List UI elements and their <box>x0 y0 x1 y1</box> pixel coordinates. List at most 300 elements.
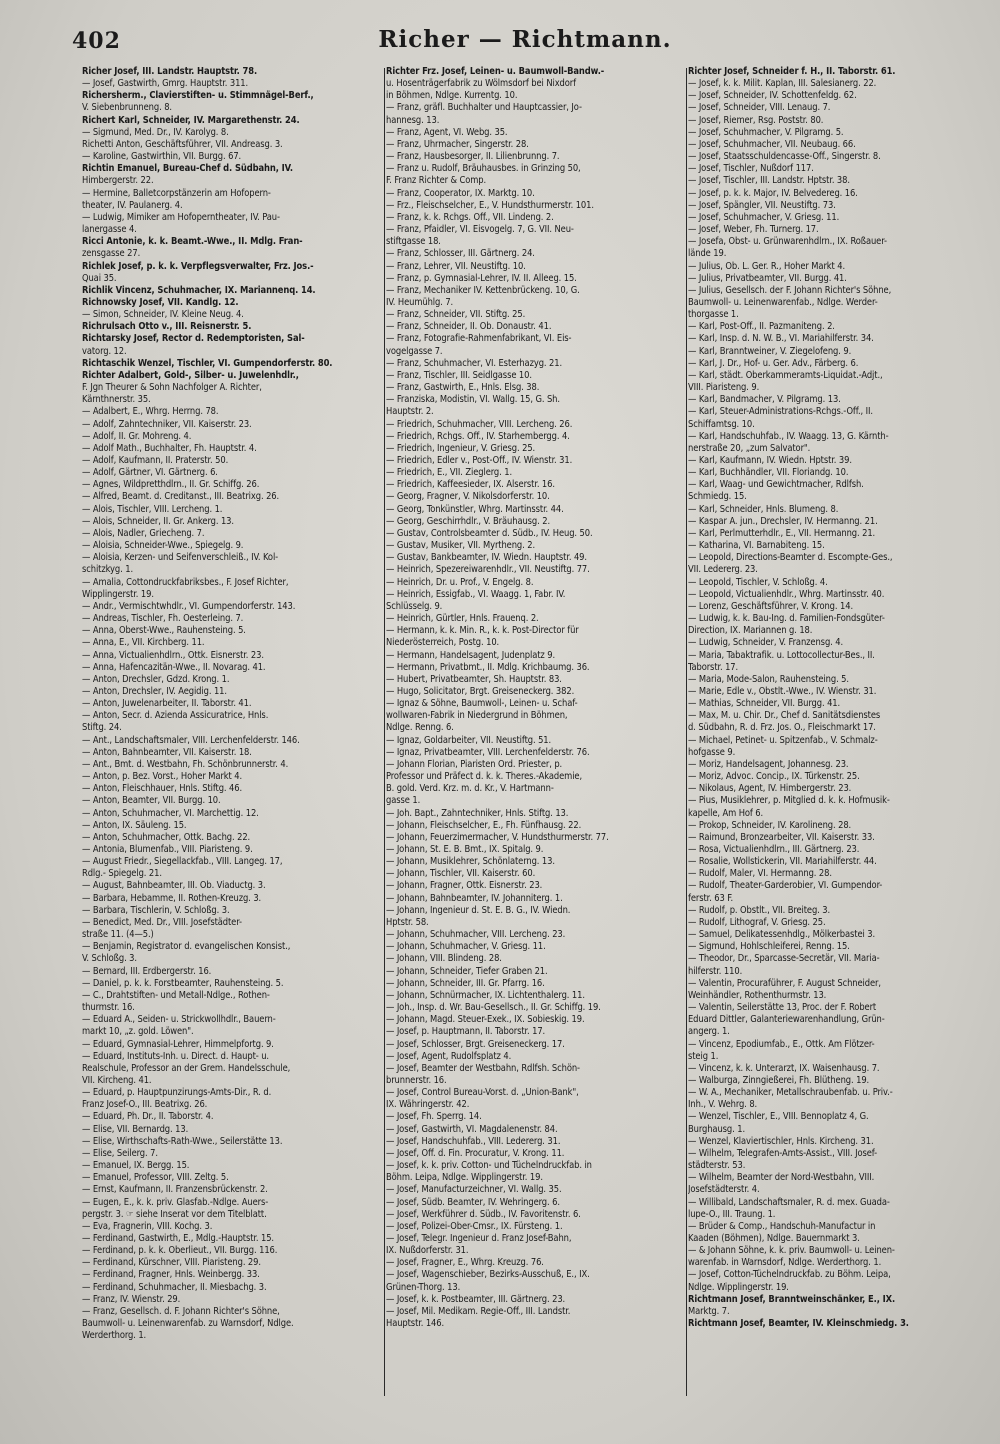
directory-entry: — Josef, Tischler, III. Landstr. Hptstr. 38. <box>688 175 850 187</box>
directory-entry: — Aloisia, Schneider-Wwe., Spiegelg. 9. <box>82 540 244 552</box>
directory-entry: — Marie, Edle v., Obstlt.-Wwe., IV. Wienstr. 31. <box>688 685 877 697</box>
directory-entry: — Franz, Tischler, III. Seidlgasse 10. <box>386 369 532 381</box>
directory-entry: angerg. 1. <box>688 1026 730 1038</box>
directory-entry: — C., Drahtstiften- und Metall-Ndlge., Rothen- <box>82 989 270 1001</box>
directory-entry: — Emanuel, Professor, VIII. Zeltg. 5. <box>82 1172 229 1184</box>
directory-entry: — Franz, Hausbesorger, II. Lilienbrunng. 7. <box>386 151 560 163</box>
directory-entry: — Joh. Bapt., Zahntechniker, Hnls. Stiftg. 13. <box>386 807 569 819</box>
directory-entry: — Johann, Schuhmacher, VIII. Lercheng. 23. <box>386 929 566 941</box>
directory-entry: — Rosa, Victualienhdlrn., III. Gärtnerg. 23. <box>688 844 860 855</box>
directory-entry: Baumwoll- u. Leinenwarenfab., Ndlge. Werder- <box>688 296 878 308</box>
directory-entry: — Karl, Schneider, Hnls. Blumeng. 8. <box>688 503 839 515</box>
directory-entry: — & Johann Söhne, k. k. priv. Baumwoll- u. Leinen- <box>688 1245 895 1257</box>
directory-entry: — Rudolf, Lithograf, V. Griesg. 25. <box>688 916 826 928</box>
directory-entry: — Franz u. Rudolf, Bräuhausbes. in Grinzing 50, <box>386 163 581 175</box>
directory-entry: — Barbara, Hebamme, II. Rothen-Kreuzg. 3. <box>82 892 262 904</box>
directory-entry: — Johann, Schneider, III. Gr. Pfarrg. 16. <box>386 977 545 989</box>
directory-entry: stiftgasse 18. <box>386 236 441 248</box>
directory-entry: V. Schloßg. 3. <box>82 953 137 965</box>
directory-entry: — Aloisia, Kerzen- und Seifenverschleiß., IV. Kol- <box>82 552 279 564</box>
directory-entry: — Agnes, Wildpretthdlrn., II. Gr. Schiffg. 26. <box>82 479 260 491</box>
directory-entry: — Josef, Schuhmacher, VII. Neubaug. 66. <box>688 138 856 150</box>
directory-entry: Schlüsselg. 9. <box>386 600 443 612</box>
directory-entry: — Josef, k. k. Milit. Kaplan, III. Salesianerg. 22. <box>688 78 877 90</box>
directory-entry: — August, Bahnbeamter, III. Ob. Viaductg. 3. <box>82 880 266 892</box>
directory-entry: Wipplingerstr. 19. <box>82 588 154 600</box>
directory-entry: — Josef, Beamter der Westbahn, Rdlfsh. Schön- <box>386 1062 580 1074</box>
directory-entry: — Josef, Staatsschuldencasse-Off., Singerstr. 8. <box>688 151 881 163</box>
directory-entry: — Franz, Agent, VI. Webg. 35. <box>386 126 508 138</box>
directory-entry: — Franziska, Modistin, VI. Wallg. 15, G. Sh. <box>386 394 560 406</box>
directory-entry: — Johann, Bahnbeamter, IV. Johanniterg. 1. <box>386 892 563 904</box>
directory-entry: — Anton, Fleischhauer, Hnls. Stiftg. 46. <box>82 783 243 795</box>
directory-entry: — Nikolaus, Agent, IV. Himbergerstr. 23. <box>688 783 852 795</box>
directory-entry: — Friedrich, Schuhmacher, VIII. Lercheng. 26. <box>386 418 573 430</box>
directory-entry: — Valentin, Seilerstätte 13, Proc. der F. Robert <box>688 1002 877 1014</box>
directory-entry: — Pius, Musiklehrer, p. Mitglied d. k. k. Hofmusik- <box>688 795 890 807</box>
directory-entry: — Josef, Agent, Rudolfsplatz 4. <box>386 1050 512 1062</box>
directory-entry: Quai 35. <box>82 272 117 284</box>
directory-entry: — Antonia, Blumenfab., VIII. Piaristeng. 9. <box>82 844 253 855</box>
directory-entry: schitzkyg. 1. <box>82 564 134 576</box>
directory-entry: — Josef, k. k. Postbeamter, III. Gärtnerg. 23. <box>386 1293 566 1305</box>
directory-entry: — August Friedr., Siegellackfab., VIII. Langeg. 17, <box>82 856 283 868</box>
directory-entry: — Willibald, Landschaftsmaler, R. d. mex. Guada- <box>688 1196 890 1208</box>
directory-entry: VII. Ledererg. 23. <box>688 564 758 576</box>
directory-entry: — Anton, Schuhmacher, VI. Marchettig. 12. <box>82 807 259 819</box>
directory-entry: — Adolf Math., Buchhalter, Fh. Hauptstr. 4. <box>82 442 257 454</box>
directory-entry: — Max, M. u. Chir. Dr., Chef d. Sanitätsdienstes <box>688 710 881 722</box>
directory-entry: — Rudolf, Maler, VI. Hermanng. 28. <box>688 868 832 880</box>
directory-entry: Rdlg.- Spiegelg. 21. <box>82 868 162 880</box>
directory-entry: — Raimund, Bronzearbeiter, VII. Kaiserstr. 33. <box>688 831 875 843</box>
directory-entry: — Leopold, Tischler, V. Schloßg. 4. <box>688 576 828 588</box>
directory-entry: — Eduard, Instituts-Inh. u. Direct. d. Haupt- u. <box>82 1050 269 1062</box>
directory-entry: Inh., V. Wehrg. 8. <box>688 1099 758 1111</box>
directory-entry: Schiffamtsg. 10. <box>688 418 755 430</box>
directory-entry: — Josef, Südb. Beamter, IV. Wehringerg. 6. <box>386 1196 560 1208</box>
directory-entry: städterstr. 53. <box>688 1160 746 1172</box>
directory-entry: — Alois, Tischler, VIII. Lercheng. 1. <box>82 503 223 515</box>
directory-entry: Eduard Dittler, Galanteriewarenhandlung, Grün- <box>688 1014 885 1026</box>
directory-entry: — Daniel, p. k. k. Forstbeamter, Rauhensteing. 5. <box>82 977 284 989</box>
directory-entry: — Ludwig, Mimiker am Hofoperntheater, IV. Pau- <box>82 211 280 223</box>
directory-entry: lände 19. <box>688 248 727 260</box>
directory-entry: — Eduard, Ph. Dr., II. Taborstr. 4. <box>82 1111 214 1123</box>
directory-entry: — Karl, Steuer-Administrations-Rchgs.-Off., II. <box>688 406 873 418</box>
directory-entry: — Friedrich, E., VII. Zieglerg. 1. <box>386 467 513 479</box>
directory-entry: — Karl, Insp. d. N. W. B., VI. Mariahilferstr. 34. <box>688 333 874 345</box>
directory-entry: — Franz, Gesellsch. d. F. Johann Richter's Söhne, <box>82 1305 280 1317</box>
directory-entry: — Moriz, Advoc. Concip., IX. Türkenstr. 25. <box>688 771 860 783</box>
directory-entry: — Anton, Drechsler, Gdzd. Krong. 1. <box>82 673 230 685</box>
directory-entry: Richter Frz. Josef, Leinen- u. Baumwoll-Bandw.- <box>386 66 605 77</box>
directory-entry: Richtin Emanuel, Bureau-Chef d. Südbahn, IV. <box>82 163 293 175</box>
directory-entry: lupe-O., III. Traung. 1. <box>688 1208 776 1220</box>
directory-entry: — Johann, Musiklehrer, Schönlaterng. 13. <box>386 856 555 868</box>
directory-entry: hilferstr. 110. <box>688 965 743 977</box>
directory-entry: — Eduard, p. Hauptpunzirungs-Amts-Dir., R. d. <box>82 1087 272 1099</box>
directory-entry: — Ignaz, Privatbeamter, VIII. Lerchenfelderstr. 76. <box>386 746 590 758</box>
directory-entry: — Georg, Geschirrhdlr., V. Bräuhausg. 2. <box>386 515 551 527</box>
directory-entry: — Michael, Petinet- u. Spitzenfab., V. Schmalz- <box>688 734 878 746</box>
directory-entry: — Anton, Bahnbeamter, VII. Kaiserstr. 18. <box>82 746 252 758</box>
directory-entry: — Hubert, Privatbeamter, Sh. Hauptstr. 83. <box>386 673 562 685</box>
directory-entry: Niederösterreich, Postg. 10. <box>386 637 500 649</box>
directory-entry: F. Jgn Theurer & Sohn Nachfolger A. Richter, <box>82 382 262 394</box>
directory-entry: — Mathias, Schneider, VII. Burgg. 41. <box>688 698 841 710</box>
directory-entry: vatorg. 12. <box>82 345 127 357</box>
directory-entry: — Josef, Weber, Fh. Turnerg. 17. <box>688 224 819 236</box>
directory-entry: Richtmann Josef, Branntweinschänker, E., IX. <box>688 1293 896 1305</box>
directory-entry: — Julius, Gesellsch. der F. Johann Richter's Söhne, <box>688 284 892 296</box>
directory-entry: d. Südbahn, R. d. Frz. Jos. O., Fleischmarkt 17. <box>688 722 876 734</box>
directory-entry: — Amalia, Cottondruckfabriksbes., F. Josef Richter, <box>82 576 289 588</box>
directory-entry: — Johann, Schuhmacher, V. Griesg. 11. <box>386 941 546 953</box>
directory-entry: — Katharina, VI. Barnabiteng. 15. <box>688 540 825 552</box>
directory-entry: — Eduard A., Seiden- u. Strickwollhdlr., Bauern- <box>82 1014 276 1026</box>
directory-entry: gasse 1. <box>386 795 421 807</box>
directory-entry: — Johann, VIII. Blindeng. 28. <box>386 953 502 965</box>
directory-entry: — Maria, Mode-Salon, Rauhensteing. 5. <box>688 673 849 685</box>
directory-entry: — Franz, Uhrmacher, Singerstr. 28. <box>386 138 529 150</box>
columns-container <box>82 66 992 1436</box>
directory-entry: — Josef, Schlosser, Brgt. Greiseneckerg. 17. <box>386 1038 565 1050</box>
directory-entry: hannesg. 13. <box>386 114 440 126</box>
directory-entry: — Ferdinand, Schuhmacher, II. Miesbachg. 3. <box>82 1281 267 1293</box>
directory-entry: — Franz, Mechaniker IV. Kettenbrückeng. 10, G. <box>386 284 580 296</box>
directory-entry: — Karl, Perlmutterhdlr., E., VII. Hermanng. 21. <box>688 527 876 539</box>
directory-entry: — Anton, Juwelenarbeiter, II. Taborstr. 41. <box>82 698 252 710</box>
directory-entry: u. Hosenträgerfabrik zu Wölmsdorf bei Nixdorf <box>386 78 576 90</box>
directory-entry: brunnerstr. 16. <box>386 1074 447 1086</box>
directory-entry: — Karl, J. Dr., Hof- u. Ger. Adv., Färberg. 6. <box>688 357 859 369</box>
directory-entry: — Josef, p. k. k. Major, IV. Belvedereg. 16. <box>688 187 858 199</box>
directory-entry: — Karl, Waag- und Gewichtmacher, Rdlfsh. <box>688 479 864 491</box>
directory-entry: Taborstr. 17. <box>688 661 739 673</box>
directory-entry: — Josef, Control Bureau-Vorst. d. „Union-Bank", <box>386 1087 579 1099</box>
directory-entry: Weinhändler, Rothenthurmstr. 13. <box>688 989 827 1001</box>
directory-entry: nerstraße 20, „zum Salvator". <box>688 442 811 454</box>
directory-entry: — Ignaz, Goldarbeiter, VII. Neustiftg. 51. <box>386 734 552 746</box>
directory-entry: — Karl, Buchhändler, VII. Floriandg. 10. <box>688 467 849 479</box>
directory-entry: — Sigmund, Hohlschleiferei, Renng. 15. <box>688 941 850 953</box>
directory-entry: — Hermann, k. k. Min. R., k. k. Post-Director für <box>386 625 579 637</box>
directory-entry: — Friedrich, Edler v., Post-Off., IV. Wienstr. 31. <box>386 455 573 466</box>
directory-entry: F. Franz Richter & Comp. <box>386 175 487 187</box>
directory-entry: — Ferdinand, Fragner, Hnls. Weinbergg. 33. <box>82 1269 260 1281</box>
directory-entry: — Adalbert, E., Whrg. Herrng. 78. <box>82 406 219 418</box>
directory-entry: — Johann, Fragner, Ottk. Eisnerstr. 23. <box>386 880 543 892</box>
directory-entry: warenfab. in Warnsdorf, Ndlge. Werderthorg. 1. <box>688 1257 882 1269</box>
directory-entry: — Johann, St. E. B. Bmt., IX. Spitalg. 9. <box>386 844 544 855</box>
directory-entry: — Josef, Handschuhfab., VIII. Ledererg. 31. <box>386 1135 561 1147</box>
directory-entry: Böhm. Leipa, Ndlge. Wipplingerstr. 19. <box>386 1172 543 1184</box>
directory-entry: — Karl, städt. Oberkammeramts-Liquidat.-Adjt., <box>688 369 883 381</box>
directory-entry: — Adolf, II. Gr. Mohreng. 4. <box>82 430 192 442</box>
directory-entry: — Franz, Lehrer, VII. Neustiftg. 10. <box>386 260 526 272</box>
directory-entry: — Franz, Gastwirth, E., Hnls. Elsg. 38. <box>386 382 540 394</box>
directory-entry: — Franz, Schuhmacher, VI. Esterhazyg. 21. <box>386 357 563 369</box>
directory-entry: — Wilhelm, Beamter der Nord-Westbahn, VIII. <box>688 1172 875 1184</box>
directory-entry: — Rudolf, p. Obstlt., VII. Breiteg. 3. <box>688 904 831 916</box>
directory-entry: — Josef, Wagenschieber, Bezirks-Ausschuß, E., IX. <box>386 1269 590 1281</box>
directory-entry: — Josef, Spängler, VII. Neustiftg. 73. <box>688 199 836 211</box>
directory-entry: — Adolf, Kaufmann, II. Praterstr. 50. <box>82 455 229 466</box>
directory-entry: zensgasse 27. <box>82 248 141 260</box>
directory-entry: — Friedrich, Ingenieur, V. Griesg. 25. <box>386 442 536 454</box>
directory-entry: — Rosalie, Wollstickerin, VII. Mariahilferstr. 44. <box>688 856 877 868</box>
directory-entry: Schmiedg. 15. <box>688 491 747 503</box>
directory-entry: — Karl, Handschuhfab., IV. Waagg. 13, G. Kärnth- <box>688 430 889 442</box>
directory-entry: — Georg, Fragner, V. Nikolsdorferstr. 10. <box>386 491 550 503</box>
directory-entry: — Anton, Secr. d. Azienda Assicuratrice, Hnls. <box>82 710 269 722</box>
directory-entry: Richrulsach Otto v., III. Reisnerstr. 5. <box>82 321 252 333</box>
directory-entry: — Franz, Pfaidler, VI. Eisvogelg. 7, G. VII. Neu- <box>386 224 574 236</box>
directory-entry: Richert Karl, Schneider, IV. Margarethenstr. 24. <box>82 114 300 126</box>
directory-entry: — Ludwig, k. k. Bau-Ing. d. Familien-Fondsgüter- <box>688 613 885 625</box>
directory-entry: — Leopold, Directions-Beamter d. Escompte-Ges., <box>688 552 893 564</box>
directory-entry: pergstr. 3. ☞ siehe Inserat vor dem Titelblatt. <box>82 1208 267 1220</box>
directory-entry: — Anton, p. Bez. Vorst., Hoher Markt 4. <box>82 771 242 783</box>
directory-entry: — Heinrich, Essigfab., VI. Waagg. 1, Fabr. IV. <box>386 588 566 600</box>
directory-entry: — Andr., Vermischtwhdlr., VI. Gumpendorferstr. 143. <box>82 600 296 612</box>
directory-entry: — Karl, Bandmacher, V. Pilgramg. 13. <box>688 394 841 406</box>
directory-entry: — Heinrich, Spezereiwarenhdlr., VII. Neustiftg. 77. <box>386 564 590 576</box>
directory-entry: — Ernst, Kaufmann, II. Franzensbrückenstr. 2. <box>82 1184 268 1196</box>
directory-entry: VIII. Piaristeng. 9. <box>688 382 760 394</box>
directory-entry: — Rudolf, Theater-Garderobier, VI. Gumpendor- <box>688 880 883 892</box>
directory-entry: — Franz, gräfl. Buchhalter und Hauptcassier, Jo- <box>386 102 582 114</box>
directory-entry: wollwaren-Fabrik in Niedergrund in Böhmen, <box>386 710 568 722</box>
directory-entry: — Johann, Ingenieur d. St. E. B. G., IV. Wiedn. <box>386 904 571 916</box>
directory-entry: — Alois, Nadler, Griecheng. 7. <box>82 527 205 539</box>
directory-entry: — Josef, Mil. Medikam. Regie-Off., III. Landstr. <box>386 1305 571 1317</box>
directory-entry: — Elise, Seilerg. 7. <box>82 1147 158 1159</box>
directory-entry: — Eduard, Gymnasial-Lehrer, Himmelpfortg. 9. <box>82 1038 274 1050</box>
directory-entry: — Johann, Magd. Steuer-Exek., IX. Sobieskig. 19. <box>386 1014 585 1026</box>
directory-entry: — Emanuel, IX. Bergg. 15. <box>82 1160 190 1172</box>
directory-entry: — Barbara, Tischlerin, V. Schloßg. 3. <box>82 904 230 916</box>
directory-entry: — Heinrich, Gürtler, Hnls. Frauenq. 2. <box>386 613 539 625</box>
directory-entry: — Wilhelm, Telegrafen-Amts-Assist., VIII. Josef- <box>688 1147 878 1159</box>
directory-entry: steig 1. <box>688 1050 719 1062</box>
directory-entry: — Anton, Beamter, VII. Burgg. 10. <box>82 795 221 807</box>
directory-entry: — Franz, Cooperator, IX. Marktg. 10. <box>386 187 535 199</box>
directory-entry: in Böhmen, Ndlge. Kurrentg. 10. <box>386 90 518 102</box>
directory-entry: Marktg. 7. <box>688 1305 730 1317</box>
directory-entry: Direction, IX. Mariannen g. 18. <box>688 625 813 637</box>
directory-entry: — Josef, Tischler, Nußdorf 117. <box>688 163 814 175</box>
directory-entry: — Ludwig, Schneider, V. Franzensg. 4. <box>688 637 844 649</box>
directory-entry: — Johann, Feuerzimermacher, V. Hundsthurmerstr. 77. <box>386 831 609 843</box>
directory-entry: Richtaschik Wenzel, Tischler, VI. Gumpendorferstr. 80. <box>82 357 333 369</box>
directory-entry: — Franz, IV. Wienstr. 29. <box>82 1293 181 1305</box>
directory-entry: — Franz, Schneider, II. Ob. Donaustr. 41. <box>386 321 552 333</box>
directory-entry: IX. Nußdorferstr. 31. <box>386 1245 469 1257</box>
directory-entry: Professor und Präfect d. k. k. Theres.-Akademie, <box>386 771 583 783</box>
directory-entry: — Maria, Tabaktrafik. u. Lottocollectur-Bes., II. <box>688 649 875 661</box>
directory-entry: markt 10, „z. gold. Löwen". <box>82 1026 194 1038</box>
directory-entry: — Franz, Fotografie-Rahmenfabrikant, VI. Eis- <box>386 333 572 345</box>
directory-entry: — Anna, Hafencazitän-Wwe., II. Novarag. 41. <box>82 661 266 673</box>
directory-entry: — Hugo, Solicitator, Brgt. Greiseneckerg. 382. <box>386 685 575 697</box>
directory-entry: — Josef, Schuhmacher, V. Griesg. 11. <box>688 211 840 223</box>
directory-entry: — Heinrich, Dr. u. Prof., V. Engelg. 8. <box>386 576 534 588</box>
directory-entry: — Brüder & Comp., Handschuh-Manufactur in <box>688 1220 876 1232</box>
directory-entry: — Josef, Telegr. Ingenieur d. Franz Josef-Bahn, <box>386 1233 572 1244</box>
column-3 <box>688 66 992 1436</box>
directory-entry: — Eugen, E., k. k. priv. Glasfab.-Ndlge. Auers- <box>82 1196 269 1208</box>
directory-entry: Ricci Antonie, k. k. Beamt.-Wwe., II. Mdlg. Fran- <box>82 236 303 248</box>
column-divider <box>384 68 385 1396</box>
directory-entry: — Gustav, Musiker, VII. Myrtheng. 2. <box>386 540 536 552</box>
column-1 <box>82 66 382 1436</box>
directory-entry: Richtarsky Josef, Rector d. Redemptoristen, Sal- <box>82 333 305 345</box>
directory-entry: — Theodor, Dr., Sparcasse-Secretär, VII. Maria- <box>688 953 880 965</box>
directory-entry: — Wenzel, Tischler, E., VIII. Bennoplatz 4, G. <box>688 1111 869 1123</box>
directory-entry: — Ant., Landschaftsmaler, VIII. Lerchenfelderstr. 146. <box>82 734 300 746</box>
directory-entry: Hauptstr. 146. <box>386 1318 445 1330</box>
directory-entry: — Josef, Fh. Sperrg. 14. <box>386 1111 482 1123</box>
directory-entry: Richter Adalbert, Gold-, Silber- u. Juwelenhdlr., <box>82 369 299 381</box>
directory-entry: — Karl, Post-Off., II. Pazmaniteng. 2. <box>688 321 835 333</box>
directory-entry: B. gold. Verd. Krz. m. d. Kr., V. Hartmann- <box>386 783 554 795</box>
directory-entry: — Friedrich, Kaffeesieder, IX. Alserstr. 16. <box>386 479 555 491</box>
directory-entry: — Franz, Schneider, VII. Stiftg. 25. <box>386 309 526 321</box>
directory-entry: — Gustav, Controlsbeamter d. Südb., IV. Heug. 50. <box>386 527 593 539</box>
directory-entry: — Friedrich, Rchgs. Off., IV. Starhembergg. 4. <box>386 430 570 442</box>
directory-entry: — Josef, Off. d. Fin. Procuratur, V. Krong. 11. <box>386 1147 565 1159</box>
directory-entry: — Simon, Schneider, IV. Kleine Neug. 4. <box>82 309 244 321</box>
directory-entry: — Josefa, Obst- u. Grünwarenhdlrn., IX. Roßauer- <box>688 236 887 248</box>
directory-entry: — Anna, Oberst-Wwe., Rauhensteing. 5. <box>82 625 246 637</box>
directory-entry: IV. Heumühlg. 7. <box>386 296 454 308</box>
directory-entry: — Anton, IX. Säuleng. 15. <box>82 819 187 831</box>
page-header <box>60 20 990 60</box>
directory-entry: — Josef, Schneider, VIII. Lenaug. 7. <box>688 102 831 114</box>
directory-entry: — Josef, Fragner, E., Whrg. Kreuzg. 76. <box>386 1257 544 1269</box>
directory-entry: — Johann Florian, Piaristen Ord. Priester, p. <box>386 758 563 770</box>
directory-entry: Realschule, Professor an der Grem. Handelsschule, <box>82 1062 291 1074</box>
directory-entry: — Moriz, Handelsagent, Johannesg. 23. <box>688 758 849 770</box>
directory-entry: Kärnthnerstr. 35. <box>82 394 151 406</box>
directory-entry: Grünen-Thorg. 13. <box>386 1281 461 1293</box>
directory-entry: — Sigmund, Med. Dr., IV. Karolyg. 8. <box>82 126 229 138</box>
directory-entry: Stiftg. 24. <box>82 722 122 734</box>
directory-entry: — Josef, Gastwirth, Gmrg. Hauptstr. 311. <box>82 78 249 90</box>
directory-entry: Richlik Vincenz, Schuhmacher, IX. Mariannenq. 14. <box>82 284 316 296</box>
directory-entry: — Josef, p. Hauptmann, II. Taborstr. 17. <box>386 1026 546 1038</box>
directory-entry: — Eva, Fragnerin, VIII. Kochg. 3. <box>82 1220 213 1232</box>
directory-entry: — Vincenz, Epodiumfab., E., Ottk. Am Flötzer- <box>688 1038 875 1050</box>
directory-entry: — Benjamin, Registrator d. evangelischen Konsist., <box>82 941 291 953</box>
directory-entry: — Kaspar A. jun., Drechsler, IV. Hermanng. 21. <box>688 515 878 527</box>
directory-entry: Richetti Anton, Geschäftsführer, VII. Andreasg. 3. <box>82 138 283 150</box>
directory-entry: — Lorenz, Geschäftsführer, V. Krong. 14. <box>688 600 854 612</box>
directory-entry: — Ferdinand, p. k. k. Oberlieut., VII. Burgg. 116. <box>82 1245 278 1257</box>
directory-entry: Richnowsky Josef, VII. Kandlg. 12. <box>82 296 239 308</box>
column-2 <box>386 66 686 1436</box>
directory-entry: — Prokop, Schneider, IV. Karolineng. 28. <box>688 819 852 831</box>
directory-entry: — Johann, Schneider, Tiefer Graben 21. <box>386 965 548 977</box>
directory-entry: thurmstr. 16. <box>82 1002 135 1014</box>
directory-entry: — Hermann, Privatbmt., II. Mdlg. Krichbaumg. 36. <box>386 661 590 673</box>
directory-entry: — Karl, Branntweiner, V. Ziegelofeng. 9. <box>688 345 852 357</box>
directory-entry: — Elise, VII. Bernardg. 13. <box>82 1123 189 1135</box>
directory-entry: — Josef, Polizei-Ober-Cmsr., IX. Fürsteng. 1. <box>386 1220 563 1232</box>
directory-entry: — Anton, Drechsler, IV. Aegidig. 11. <box>82 685 227 697</box>
directory-entry: Franz Josef-O., III. Beatrixg. 26. <box>82 1099 208 1111</box>
column-divider <box>686 68 687 1396</box>
directory-entry: — Josef, Manufacturzeichner, VI. Wallg. 35. <box>386 1184 562 1196</box>
directory-entry: — Gustav, Bankbeamter, IV. Wiedn. Hauptstr. 49. <box>386 552 587 564</box>
directory-entry: — Julius, Ob. L. Ger. R., Hoher Markt 4. <box>688 260 846 272</box>
page-title: Richer — Richtmann. <box>378 26 672 53</box>
directory-entry: Baumwoll- u. Leinenwarenfab. zu Warnsdorf, Ndlge. <box>82 1318 294 1330</box>
directory-entry: Himbergerstr. 22. <box>82 175 154 187</box>
directory-entry: — Vincenz, k. k. Unterarzt, IX. Waisenhausg. 7. <box>688 1062 880 1074</box>
directory-entry: Richtmann Josef, Beamter, IV. Kleinschmiedg. 3. <box>688 1318 909 1330</box>
directory-entry: — Karoline, Gastwirthin, VII. Burgg. 67. <box>82 151 242 163</box>
directory-entry: — Josef, Werkführer d. Südb., IV. Favoritenstr. 6. <box>386 1208 581 1220</box>
directory-entry: Josefstädterstr. 4. <box>688 1184 760 1196</box>
directory-entry: — Adolf, Zahntechniker, VII. Kaiserstr. 23. <box>82 418 252 430</box>
directory-entry: hofgasse 9. <box>688 746 736 758</box>
directory-entry: Burghausg. 1. <box>688 1123 746 1135</box>
directory-entry: — Johann, Schnürmacher, IX. Lichtenthalerg. 11. <box>386 989 585 1001</box>
directory-entry: Richer Josef, III. Landstr. Hauptstr. 78. <box>82 66 258 77</box>
directory-entry: — Anna, E., VII. Kirchberg. 11. <box>82 637 205 649</box>
directory-entry: Hauptstr. 2. <box>386 406 434 418</box>
page-number: 402 <box>72 28 121 54</box>
directory-entry: Ndlge. Wipplingerstr. 19. <box>688 1281 789 1293</box>
directory-entry: thorgasse 1. <box>688 309 739 321</box>
directory-entry: — Adolf, Gärtner, VI. Gärtnerg. 6. <box>82 467 218 479</box>
directory-entry: — Anna, Victualienhdlrn., Ottk. Eisnerstr. 23. <box>82 649 264 661</box>
directory-entry: — Ignaz & Söhne, Baumwoll-, Leinen- u. Schaf- <box>386 698 578 710</box>
directory-entry: — Franz, k. k. Rchgs. Off., VII. Lindeng. 2. <box>386 211 554 223</box>
directory-entry: Kaaden (Böhmen), Ndlge. Bauernmarkt 3. <box>688 1233 860 1244</box>
directory-entry: kapelle, Am Hof 6. <box>688 807 764 819</box>
directory-entry: — Josef, k. k. priv. Cotton- und Tüchelndruckfab. in <box>386 1160 592 1172</box>
directory-entry: — Karl, Kaufmann, IV. Wiedn. Hptstr. 39. <box>688 455 852 466</box>
directory-entry: — Josef, Riemer, Rsg. Poststr. 80. <box>688 114 824 126</box>
directory-entry: — Anton, Schuhmacher, Ottk. Bachg. 22. <box>82 831 251 843</box>
directory-entry: — Georg, Tonkünstler, Whrg. Martinsstr. 44. <box>386 503 564 515</box>
directory-entry: Richter Josef, Schneider f. H., II. Taborstr. 61. <box>688 66 896 77</box>
directory-entry: — Alfred, Beamt. d. Creditanst., III. Beatrixg. 26. <box>82 491 280 503</box>
directory-entry: — Alois, Schneider, II. Gr. Ankerg. 13. <box>82 515 234 527</box>
directory-entry: — Josef, Schneider, IV. Schottenfeldg. 62. <box>688 90 857 102</box>
directory-entry: — Josef, Cotton-Tüchelndruckfab. zu Böhm. Leipa, <box>688 1269 891 1281</box>
directory-entry: Ndlge. Renng. 6. <box>386 722 454 734</box>
directory-entry: — Walburga, Zinngießerei, Fh. Blütheng. 19. <box>688 1074 870 1086</box>
directory-entry: — Frz., Fleischselcher, E., V. Hundsthurmerstr. 101. <box>386 199 594 211</box>
directory-entry: — Bernard, III. Erdbergerstr. 16. <box>82 965 212 977</box>
directory-entry: IX. Währingerstr. 42. <box>386 1099 470 1111</box>
directory-entry: vogelgasse 7. <box>386 345 443 357</box>
directory-entry: — Julius, Privatbeamter, VII. Burgg. 41. <box>688 272 847 284</box>
directory-entry: Hptstr. 58. <box>386 916 429 928</box>
directory-entry: theater, IV. Paulanerg. 4. <box>82 199 183 211</box>
directory-entry: — Valentin, Procuraführer, F. August Schneider, <box>688 977 881 989</box>
directory-entry: — Wenzel, Klaviertischler, Hnls. Kircheng. 31. <box>688 1135 874 1147</box>
directory-entry: — Andreas, Tischler, Fh. Oesterleing. 7. <box>82 613 244 625</box>
directory-entry: V. Siebenbrunneng. 8. <box>82 102 172 114</box>
directory-entry: — Josef, Gastwirth, VI. Magdalenenstr. 84. <box>386 1123 558 1135</box>
directory-entry: — W. A., Mechaniker, Metallschraubenfab. u. Priv.- <box>688 1087 893 1099</box>
